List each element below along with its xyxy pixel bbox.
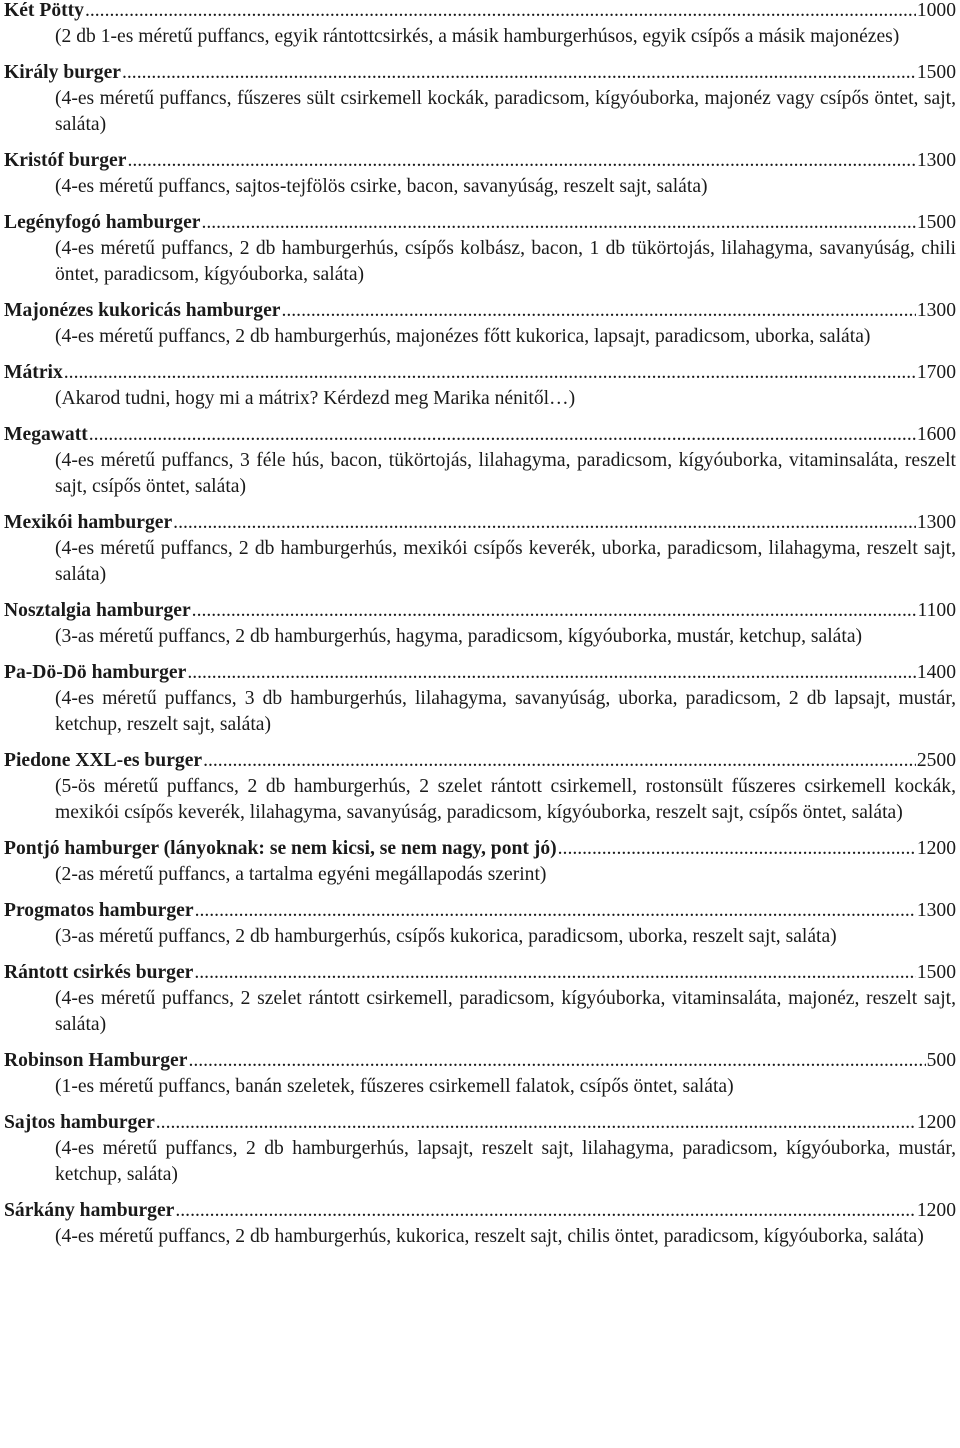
menu-item-title-line (4, 210, 956, 236)
menu-item-name: Pontjó hamburger (lányoknak: se nem kicsi, se nem nagy, pont jó) (4, 838, 557, 859)
leader-dots (127, 148, 915, 174)
menu-item (4, 660, 956, 738)
menu-item-price: 1200 (916, 1112, 956, 1133)
menu-item-title-line (4, 1198, 956, 1224)
menu-item-title-line (4, 660, 956, 686)
menu-item-title-line (4, 1048, 956, 1074)
leader-dots (281, 298, 915, 324)
menu-item-title-line (4, 748, 956, 774)
menu-item-title-line (4, 360, 956, 386)
menu-item-description: (Akarod tudni, hogy mi a mátrix? Kérdezd meg Marika nénitől…) (55, 388, 576, 409)
menu-item-price: 1300 (916, 512, 956, 533)
menu-item-name: Megawatt (4, 424, 88, 445)
menu-item-name: Két Pötty (4, 0, 84, 21)
menu-item-description: (4-es méretű puffancs, fűszeres sült csirkemell kockák, paradicsom, kígyóuborka, majonéz vagy csípős öntet, sajt, saláta) (55, 88, 956, 135)
menu-item-price: 1200 (916, 838, 956, 859)
menu-item (4, 1048, 956, 1100)
leader-dots (558, 836, 916, 862)
menu-item-title-line (4, 598, 956, 624)
leader-dots (187, 660, 916, 686)
leader-dots (122, 60, 916, 86)
leader-dots (194, 960, 915, 986)
menu-item-name: Progmatos hamburger (4, 900, 194, 921)
menu-item (4, 1198, 956, 1250)
menu-item-name: Kristóf burger (4, 150, 127, 171)
menu-item-price: 2500 (916, 750, 956, 771)
menu-item-name: Nosztalgia hamburger (4, 600, 191, 621)
menu-item-name: Piedone XXL-es burger (4, 750, 203, 771)
menu-item-description: (2-as méretű puffancs, a tartalma egyéni megállapodás szerint) (55, 864, 547, 885)
menu-item (4, 836, 956, 888)
menu-item-title-line (4, 60, 956, 86)
leader-dots (173, 510, 916, 536)
menu-item-description: (4-es méretű puffancs, sajtos-tejfölös csirke, bacon, savanyúság, reszelt sajt, saláta) (55, 176, 708, 197)
menu-item-price: 1000 (916, 0, 956, 21)
menu-item-description: (1-es méretű puffancs, banán szeletek, fűszeres csirkemell falatok, csípős öntet, saláta) (55, 1076, 734, 1097)
menu-item (4, 422, 956, 500)
menu-item-name: Király burger (4, 62, 121, 83)
leader-dots (175, 1198, 915, 1224)
menu-item-name: Sárkány hamburger (4, 1200, 175, 1221)
menu-item-price: 1500 (916, 62, 956, 83)
menu-item-name: Mexikói hamburger (4, 512, 173, 533)
leader-dots (156, 1110, 916, 1136)
menu-item-price: 1700 (916, 362, 956, 383)
menu-item-price: 1300 (916, 300, 956, 321)
menu-item-description: (4-es méretű puffancs, 2 db hamburgerhús, lapsajt, reszelt sajt, lilahagyma, paradicsom, kígyóuborka, mustár, ketchup, saláta) (55, 1138, 956, 1185)
menu-item-title-line (4, 510, 956, 536)
leader-dots (188, 1048, 925, 1074)
leader-dots (195, 898, 916, 924)
menu-item-description: (4-es méretű puffancs, 2 db hamburgerhús, kukorica, reszelt sajt, chilis öntet, paradicsom, kígyóuborka, saláta) (55, 1226, 924, 1247)
menu-item (4, 148, 956, 200)
menu-item-price: 1300 (916, 150, 956, 171)
menu-item (4, 748, 956, 826)
menu-item-name: Mátrix (4, 362, 63, 383)
menu-item (4, 960, 956, 1038)
menu-item (4, 598, 956, 650)
menu-item-name: Robinson Hamburger (4, 1050, 188, 1071)
menu-item-title-line (4, 422, 956, 448)
menu-item-description: (5-ös méretű puffancs, 2 db hamburgerhús, 2 szelet rántott csirkemell, rostonsült fűszeres csirkemell kockák, mexikói csípős keverék, lilahagyma, savanyúság, paradicsom, kígyóuborka, reszelt sajt, csípős öntet, saláta) (55, 776, 956, 823)
menu-item-name: Legényfogó hamburger (4, 212, 201, 233)
menu-item-name: Majonézes kukoricás hamburger (4, 300, 281, 321)
menu-item (4, 210, 956, 288)
menu-item-price: 500 (926, 1050, 956, 1071)
menu-item-price: 1500 (916, 962, 956, 983)
leader-dots (89, 422, 916, 448)
menu-item (4, 60, 956, 138)
menu-item-name: Pa-Dö-Dö hamburger (4, 662, 187, 683)
menu-item-price: 1100 (917, 600, 956, 621)
menu-item-description: (4-es méretű puffancs, 2 db hamburgerhús, csípős kolbász, bacon, 1 db tükörtojás, lilahagyma, savanyúság, chili öntet, paradicsom, kígyóuborka, saláta) (55, 238, 956, 285)
menu-item-description: (4-es méretű puffancs, 3 féle hús, bacon, tükörtojás, lilahagyma, paradicsom, kígyóuborka, vitaminsaláta, reszelt sajt, csípős öntet, saláta) (55, 450, 956, 497)
menu-item-title-line (4, 1110, 956, 1136)
menu-item-price: 1500 (916, 212, 956, 233)
menu-item-description: (3-as méretű puffancs, 2 db hamburgerhús, csípős kukorica, paradicsom, uborka, reszelt sajt, saláta) (55, 926, 837, 947)
menu-item-name: Rántott csirkés burger (4, 962, 194, 983)
menu-item-description: (4-es méretű puffancs, 2 db hamburgerhús, mexikói csípős keverék, uborka, paradicsom, lilahagyma, reszelt sajt, saláta) (55, 538, 956, 585)
menu-item-description: (4-es méretű puffancs, 2 db hamburgerhús, majonézes főtt kukorica, lapsajt, paradicsom, uborka, saláta) (55, 326, 871, 347)
menu-item (4, 0, 956, 50)
menu-item-description: (4-es méretű puffancs, 3 db hamburgerhús, lilahagyma, savanyúság, uborka, paradicsom, 2 db lapsajt, mustár, ketchup, reszelt sajt, saláta) (55, 688, 956, 735)
menu-item-title-line (4, 148, 956, 174)
leader-dots (192, 598, 917, 624)
menu-item (4, 360, 956, 412)
menu-item-name: Sajtos hamburger (4, 1112, 155, 1133)
leader-dots (203, 748, 916, 774)
leader-dots (201, 210, 915, 236)
menu-item-price: 1400 (916, 662, 956, 683)
menu-item (4, 898, 956, 950)
menu-item (4, 298, 956, 350)
menu-item-title-line (4, 836, 956, 862)
menu-item-title-line (4, 960, 956, 986)
leader-dots (85, 0, 916, 24)
menu-item-description: (4-es méretű puffancs, 2 szelet rántott csirkemell, paradicsom, kígyóuborka, vitaminsaláta, majonéz, reszelt sajt, saláta) (55, 988, 956, 1035)
menu-item-title-line (4, 298, 956, 324)
menu-item-description: (3-as méretű puffancs, 2 db hamburgerhús, hagyma, paradicsom, kígyóuborka, mustár, ketchup, saláta) (55, 626, 863, 647)
menu-item-price: 1200 (916, 1200, 956, 1221)
menu-item-description: (2 db 1-es méretű puffancs, egyik rántottcsirkés, a másik hamburgerhúsos, egyik csípős a másik majonézes) (55, 26, 900, 47)
menu-item (4, 1110, 956, 1188)
leader-dots (64, 360, 916, 386)
menu-item-title-line (4, 0, 956, 24)
menu-item-price: 1600 (916, 424, 956, 445)
menu-item-title-line (4, 898, 956, 924)
menu-item (4, 510, 956, 588)
menu-item-price: 1300 (916, 900, 956, 921)
